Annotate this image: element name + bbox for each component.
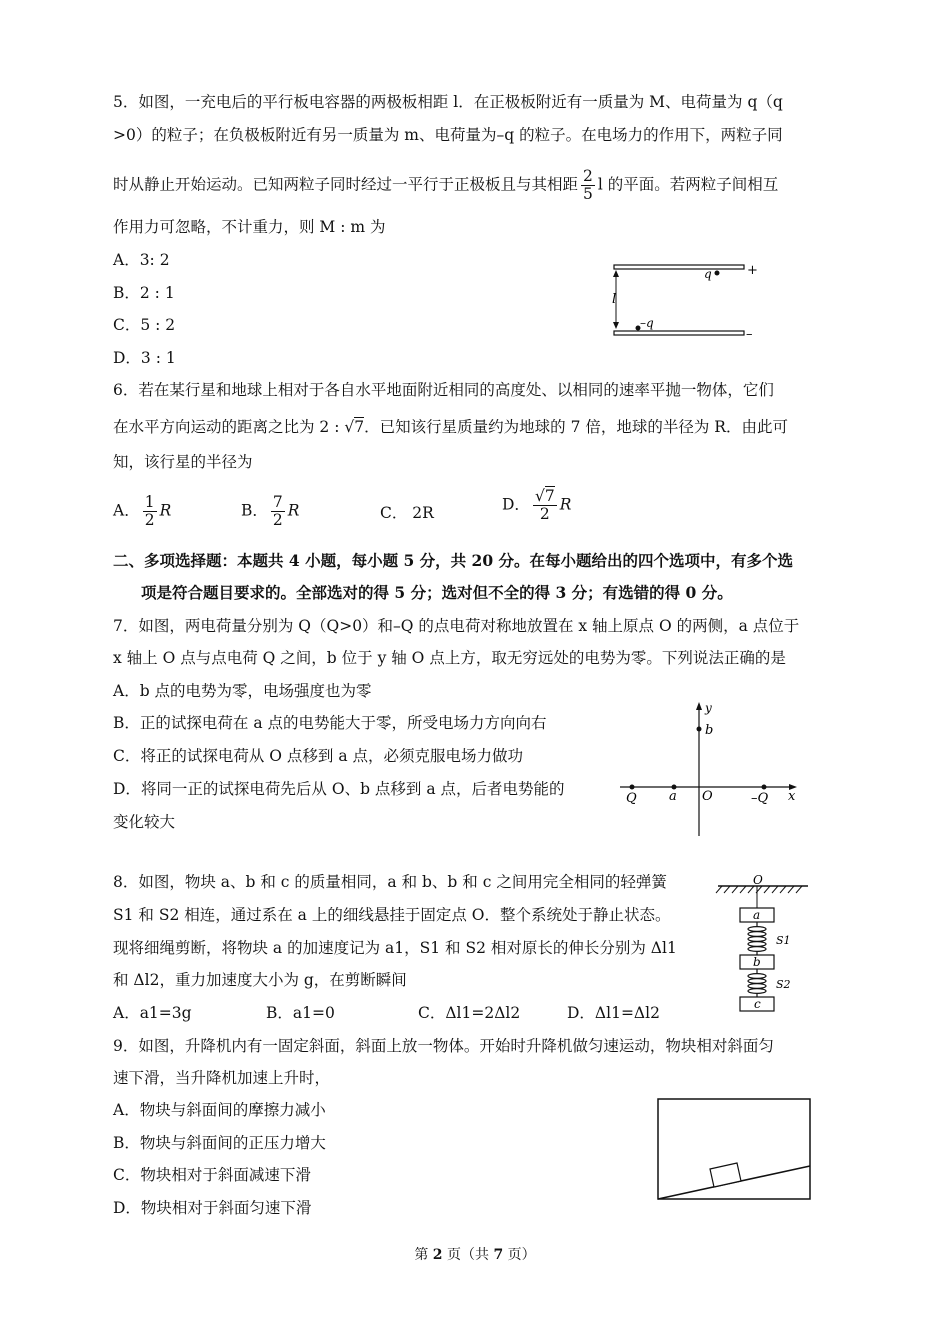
- svg-text:q: q: [704, 267, 712, 281]
- q5-option-d: D．3 : 1: [113, 349, 176, 367]
- q5-option-c: C．5 : 2: [113, 316, 176, 334]
- q6-option-b: B． $\frac{7}{2}$ R: [241, 493, 300, 529]
- svg-text:O: O: [753, 873, 763, 887]
- svg-text:l: l: [612, 292, 617, 307]
- q8-stem-line-2: S1 和 S2 相连，通过系在 a 上的细线悬挂于固定点 O．整个系统处于静止状态。: [113, 906, 671, 924]
- svg-text:b: b: [705, 723, 714, 738]
- q9-option-b: B．物块与斜面间的正压力增大: [113, 1134, 326, 1152]
- svg-text:O: O: [702, 789, 713, 804]
- q5-option-b: B．2 : 1: [113, 284, 175, 302]
- q5-stem-line-2: >0）的粒子；在负极板附近有另一质量为 m、电荷量为–q 的粒子。在电场力的作用下，两粒子同: [113, 126, 783, 144]
- q9-option-d: D．物块相对于斜面匀速下滑: [113, 1199, 312, 1217]
- svg-text:+: +: [747, 263, 758, 278]
- q7-option-d-continued: 变化较大: [113, 813, 176, 831]
- block-on-incline: [710, 1163, 741, 1187]
- section-2-heading-line-1: 二、多项选择题：本题共 4 小题，每小题 5 分，共 20 分。在每小题给出的四个选项中，有多个选: [113, 551, 794, 570]
- q7-stem-line-2: x 轴上 O 点与点电荷 Q 之间，b 位于 y 轴 O 点上方，取无穷远处的电势为零。下列说法正确的是: [113, 649, 786, 667]
- q6-option-c: C． 2R: [380, 504, 434, 522]
- svg-text:S1: S1: [776, 934, 791, 947]
- q9-stem-line-1: 9．如图，升降机内有一固定斜面，斜面上放一物体。开始时升降机做匀速运动，物块相对斜面匀: [113, 1037, 774, 1055]
- spring-blocks-figure: [710, 872, 810, 1017]
- q7-option-b: B．正的试探电荷在 a 点的电势能大于零，所受电场力方向向右: [113, 714, 547, 732]
- page-footer: 第 2 页（共 7 页）: [414, 1247, 536, 1263]
- q7-option-c: C．将正的试探电荷从 O 点移到 a 点，必须克服电场力做功: [113, 747, 524, 765]
- svg-text:–: –: [746, 327, 753, 342]
- q7-option-d: D．将同一正的试探电荷先后从 O、b 点移到 a 点，后者电势能的: [113, 780, 565, 798]
- svg-text:b: b: [753, 955, 761, 969]
- q9-option-c: C．物块相对于斜面减速下滑: [113, 1166, 311, 1184]
- q8-stem-line-4: 和 Δl2，重力加速度大小为 g，在剪断瞬间: [113, 971, 407, 989]
- q8-option-b: B．a1=0: [266, 1004, 335, 1022]
- q5-stem-line-3: 时从静止开始运动。已知两粒子同时经过一平行于正极板且与其相距 $\frac{2}{5}$ l 的平面。若两粒子间相互: [113, 167, 779, 203]
- svg-text:a: a: [669, 789, 677, 804]
- svg-text:c: c: [754, 997, 761, 1011]
- svg-text:y: y: [705, 701, 712, 715]
- q6-stem-line-1: 6．若在某行星和地球上相对于各自水平地面附近相同的高度处、以相同的速率平抛一物体，它们: [113, 381, 774, 399]
- charge-axes-figure: [615, 700, 805, 840]
- section-2-heading-line-2: 项是符合题目要求的。全部选对的得 5 分；选对但不全的得 3 分；有选错的得 0 分。: [141, 583, 733, 602]
- q6-option-a: A． $\frac{1}{2}$ R: [113, 493, 172, 529]
- q8-option-c: C．Δl1=2Δl2: [418, 1004, 521, 1022]
- svg-text:x: x: [788, 789, 796, 804]
- q5-stem-line-1: 5．如图，一充电后的平行板电容器的两极板相距 l．在正极板附近有一质量为 M、电荷量为 q（q: [113, 93, 783, 111]
- q8-stem-line-3: 现将细绳剪断，将物块 a 的加速度记为 a1，S1 和 S2 相对原长的伸长分别为 Δl1: [113, 939, 677, 957]
- q7-stem-line-1: 7．如图，两电荷量分别为 Q（Q>0）和–Q 的点电荷对称地放置在 x 轴上原点 O 的两侧，a 点位于: [113, 617, 800, 635]
- q9-option-a: A．物块与斜面间的摩擦力减小: [113, 1101, 326, 1119]
- q7-option-a: A．b 点的电势为零，电场强度也为零: [113, 682, 372, 700]
- svg-text:Q: Q: [626, 791, 637, 806]
- svg-text:S2: S2: [776, 978, 791, 991]
- q6-option-d: D． $\frac{√7}{2}$ R: [502, 487, 572, 523]
- svg-text:–Q: –Q: [751, 791, 769, 806]
- fraction-two-fifths: $\frac{2}{5}$: [583, 167, 593, 203]
- q6-stem-line-2: 在水平方向运动的距离之比为 2 : √7．已知该行星质量约为地球的 7 倍，地球的半径为 R．由此可: [113, 418, 788, 436]
- svg-text:–q: –q: [640, 316, 654, 330]
- svg-text:a: a: [753, 908, 761, 922]
- sqrt-seven: √7: [344, 418, 365, 436]
- q8-option-d: D．Δl1=Δl2: [567, 1004, 660, 1022]
- q9-stem-line-2: 速下滑，当升降机加速上升时，: [113, 1069, 331, 1087]
- q8-stem-line-1: 8．如图，物块 a、b 和 c 的质量相同，a 和 b、b 和 c 之间用完全相同的轻弹簧: [113, 873, 667, 891]
- capacitor-figure: [600, 258, 770, 348]
- q8-option-a: A．a1=3g: [113, 1004, 192, 1022]
- elevator-incline-figure: [657, 1098, 817, 1204]
- q5-stem-line-4: 作用力可忽略，不计重力，则 M : m 为: [113, 218, 386, 236]
- q6-stem-line-3: 知，该行星的半径为: [113, 453, 253, 471]
- positive-particle: [715, 271, 720, 276]
- q5-option-a: A．3: 2: [113, 251, 170, 269]
